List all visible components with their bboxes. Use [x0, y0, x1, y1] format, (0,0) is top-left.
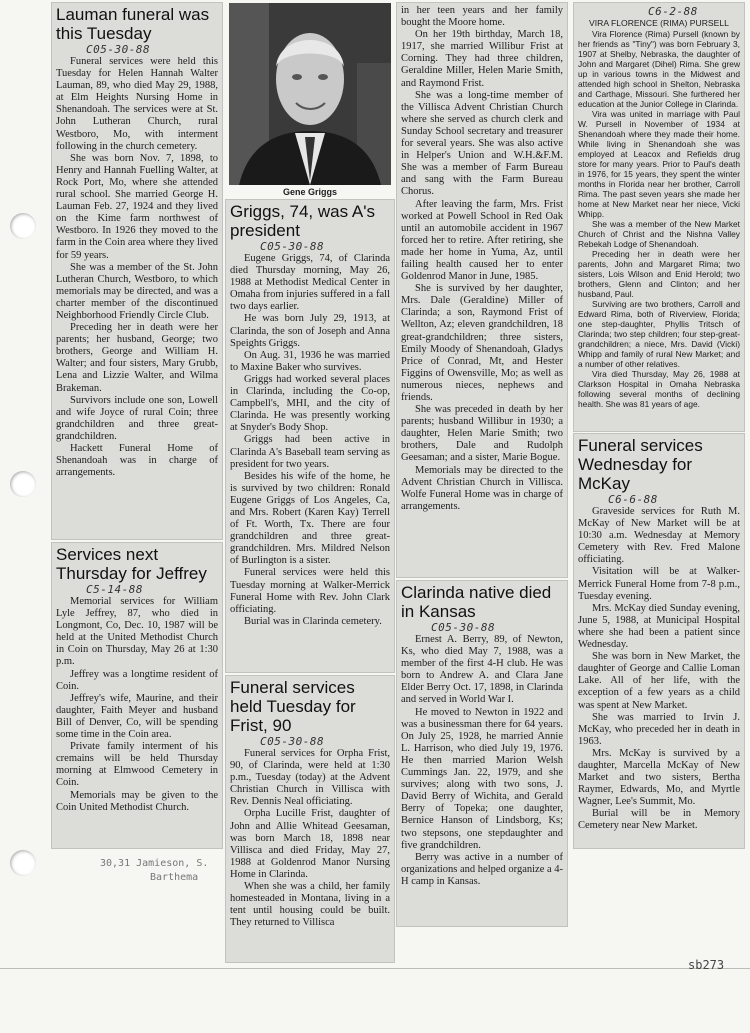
handwritten-date: C6-6-88	[608, 493, 658, 506]
paragraph: Surviving are two brothers, Carroll and Edward Rima, both of Riverview, Florida; one step-daughter, Phyllis Tritsch of Clarinda; two step children; four step-great-grandchildren; a niece, Mrs. David (Vicki) Whipp and family of rural New Market; and a number of other relatives.	[578, 299, 740, 369]
binder-hole	[10, 471, 36, 497]
paragraph: She was born in New Market, the daughter of George and Callie Loman Lake. All of her life, with the exception of a few years as a child was spent at New Market.	[578, 651, 740, 711]
paragraph: She was a long-time member of the Villisca Advent Christian Church where she served as church clerk and Sunday School secretary and treasurer for several years. She was also active in Helper's Union and W.H.&F.M. She was a member of Farm Bureau and sang with the Farm Bureau Chorus.	[401, 89, 563, 198]
clipping-frist	[226, 676, 394, 962]
paragraph: Memorials may be given to the Coin United Methodist Church.	[56, 789, 218, 813]
paragraph: After leaving the farm, Mrs. Frist worked at Powell School in Red Oak until an automobile accident in 1967 forced her to retire. After retiring, she made her home in Yuma, Az, until failing health caused her to enter Goldenrod Manor in June, 1985.	[401, 198, 563, 283]
handwritten-date: C05-30-88	[431, 621, 496, 634]
clipping-frist-continued	[397, 3, 567, 577]
article-body	[230, 253, 390, 628]
clipping-pursell	[574, 3, 744, 431]
portrait-image	[229, 3, 391, 185]
handwritten-date: C05-30-88	[260, 735, 325, 748]
clipping-berry	[397, 581, 567, 926]
clipping-mckay	[574, 434, 744, 848]
paragraph: Mrs. McKay is survived by a daughter, Marcella McKay of New Market and two sisters, Bertha Raymer, Edwards, Mo, and Myrtle Wagner, Lee's Summit, Mo.	[578, 747, 740, 808]
article-body	[230, 748, 390, 929]
page-edge-line	[0, 968, 750, 969]
paragraph: She was a member of the New Market Church of Christ and the Nishna Valley Rebekah Lodge of Shenandoah.	[578, 219, 740, 249]
paragraph: On her 19th birthday, March 18, 1917, she married Willibur Frist at Corning. They had three children, Geraldine Miller, Helen Marie Smith, and Raymond Frist.	[401, 29, 563, 89]
paragraph: She was preceded in death by her parents; husband Willibur in 1930; a daughter, Helen Marie Smith; two brothers, Dale and Rudolph Geesaman; and a sister, Marie Bogue.	[401, 404, 563, 464]
paragraph: She is survived by her daughter, Mrs. Dale (Geraldine) Miller of Clarinda; a son, Raymond Frist of Wellton, Az; eleven grandchildren, 18 great-grandchildren; three sisters, Emily Moody of Shenandoah, Gladys Price of Conrad, Mt, and Hester Figgins of Owensville, Mo; as well as numerous nieces, nephews and friends.	[401, 283, 563, 403]
headline: Clarinda native died in Kansas	[401, 583, 552, 621]
binder-hole	[10, 850, 36, 876]
headline: Griggs, 74, was A's president	[230, 202, 375, 240]
handwritten-date: C5-14-88	[86, 583, 143, 596]
paragraph: Eugene Griggs, 74, of Clarinda died Thursday morning, May 26, 1988 at Methodist Medical Center in Omaha from injuries suffered in a fall two days earlier.	[230, 253, 390, 313]
headline: Lauman funeral was this Tuesday	[56, 5, 210, 43]
paragraph: Besides his wife of the home, he is survived by two children: Ronald Eugene Griggs of Los Angeles, Ca, and Mrs. Robert (Karen Kay) Terrell of Ft. Worth, Tx. There are four grandchildren and three great-grandchildren. Mrs. Mildred Nelson of Burlington is a sister.	[230, 470, 390, 567]
paragraph: Preceding her in death were her parents; her husband, George; two brothers, George and William H. Walter; and four sisters, Mary Grubb, Lena and Lizzie Walter, and Wilma Brakeman.	[56, 322, 218, 394]
paragraph: Vira Florence (Rima) Pursell (known by her friends as "Tiny") was born February 3, 1907 at Shelby, Nebraska, the daughter of John and Margaret (Dihel) Rima. She grew up in various towns in the Midwest and attended high school in Shelton, Nebraska and Carthage, Missouri. She furthered her education at the Junior College in Clarinda.	[578, 29, 740, 109]
paragraph: Berry was active in a number of organizations and helped organize a 4-H camp in Kansas.	[401, 851, 564, 887]
handwritten-date: C05-30-88	[86, 43, 151, 56]
binder-hole	[10, 213, 36, 239]
headline: Services next Thursday for Jeffrey	[56, 545, 207, 583]
pencil-note: 30,31 Jamieson, S.	[100, 858, 209, 869]
article-body	[56, 596, 218, 814]
paragraph: in her teen years and her family bought the Moore home.	[401, 5, 563, 29]
paragraph: Graveside services for Ruth M. McKay of New Market will be at 10:30 a.m. Wednesday at Memory Cemetery with Rev. Fred Malone officiating.	[578, 506, 740, 566]
paragraph: Jeffrey was a longtime resident of Coin.	[56, 668, 218, 692]
paragraph: Burial was in Clarinda cemetery.	[244, 615, 382, 627]
handwritten-date: C05-30-88	[260, 240, 325, 253]
paragraph: She was married to Irvin J. McKay, who preceded her in death in 1963.	[578, 711, 740, 747]
paragraph: Private family interment of his cremains will be held Thursday morning at Elmwood Cemetery in Coin.	[56, 741, 218, 789]
clipping-lauman	[52, 3, 222, 539]
paragraph: Memorial services for William Lyle Jeffrey, 87, who died in Longmont, Co, Dec. 10, 1987 will be held at the United Methodist Church in Coin on Thursday, May 26 at 1:30 p.m.	[56, 596, 218, 668]
paragraph: Funeral services for Orpha Frist, 90, of Clarinda, were held at 1:30 p.m., Tuesday (today) at the Advent Christian Church in Villisca with Rev. Dennis Neal officiating.	[230, 748, 390, 808]
paragraph: Mrs. McKay died Sunday evening, June 5, 1988, at Municipal Hospital where she had been a patient since Wednesday.	[578, 602, 740, 651]
pencil-note: Barthema	[150, 872, 199, 883]
headline: Funeral services held Tuesday for Frist, 90	[230, 678, 356, 735]
handwritten-date: C6-2-88	[648, 5, 698, 18]
paragraph: Griggs had been active in Clarinda A's Baseball team serving as president for two years.	[230, 434, 390, 470]
paragraph: When she was a child, her family homesteaded in Montana, living in a tent until housing could be built. They returned to Villisca	[230, 881, 390, 929]
paragraph: Visitation will be at Walker-Merrick Funeral Home from 7-8 p.m., Tuesday evening.	[578, 566, 740, 602]
paragraph: Funeral services were held this Tuesday for Helen Hannah Walter Lauman, 89, who died May 29, 1988, at Elm Heights Nursing Home in Shenandoah. The services were at St. John Lutheran Church, rural Westboro, Mo, with interment following in the church cemetery.	[56, 56, 218, 152]
paragraph: Memorials may be directed to the Advent Christian Church in Villisca. Wolfe Funeral Home was in charge of arrangements.	[401, 464, 563, 512]
clipping-griggs	[226, 200, 394, 672]
paragraph: Vira was united in marriage with Paul W. Pursell in November of 1934 at Shenandoah where they made their home. While living in Shenandoah she was employed at Leacox and Refields drug store for many years. Prior to Paul's death in 1976, for 15 years, they spent the winter months in Florida near her brother, Carroll Rima. The past seven years she made her home at New Market near her niece, Vicki Whipp.	[578, 109, 740, 219]
griggs-photo	[229, 3, 391, 185]
article-body	[401, 634, 563, 888]
article-body	[578, 506, 740, 833]
paragraph: Funeral services were held this Tuesday morning at Walker-Merrick Funeral Home with Rev. John Clark officiating.	[230, 567, 390, 615]
paragraph: Preceding her in death were her parents, John and Margaret Rima; two sisters, Lois Wilson and Enid Herold; two brothers, Glenn and Clinton; and her husband, Paul.	[578, 249, 740, 299]
paragraph: He was born July 29, 1913, at Clarinda, the son of Joseph and Anna Speights Griggs.	[230, 313, 390, 349]
paragraph: Vira died Thursday, May 26, 1988 at Clarkson Hospital in Omaha Nebraska following several months of declining health. She was 81 years of age.	[578, 369, 740, 409]
paragraph: Jeffrey's wife, Maurine, and their daughter, Faith Meyer and husband Bill of Denver, Co, will be spending some time in the Coin area.	[56, 692, 218, 741]
paragraph: On Aug. 31, 1936 he was married to Maxine Baker who survives.	[230, 349, 390, 373]
paragraph: He moved to Newton in 1922 and was a businessman there for 64 years. On July 25, 1928, he married Annie L. Harrison, who died July 19, 1976. He then married Marion Welsh Cummings Jan. 22, 1979, and she survives; along with two sons, J. David Berry of Wichita, and Gerald Berry of Topeka; one daughter, Bernice Hanson of Lindsborg, Ks; two stepsons, one stepdaughter and five grandchildren.	[401, 706, 563, 851]
paragraph: Hackett Funeral Home of Shenandoah was in charge of arrangements.	[56, 443, 218, 479]
paragraph: Ernest A. Berry, 89, of Newton, Ks, who died May 7, 1988, was a member of the first 4-H club. He was born to Andrew A. and Clara Jane Elder Berry Oct. 17, 1898, in Clarinda and served in World War I.	[401, 634, 563, 706]
headline: Funeral services Wednesday for McKay	[578, 436, 703, 493]
paragraph: Burial will be in Memory Cemetery near New Market.	[578, 808, 740, 832]
photo-caption: Gene Griggs	[282, 187, 337, 197]
paragraph: Orpha Lucille Frist, daughter of John and Allie Whitead Geesaman, was born March 18, 1898 near Villisca and died Friday, May 27, 1988 at Goldenrod Manor Nursing Home in Clarinda.	[230, 808, 390, 880]
paragraph: She was born Nov. 7, 1898, to Henry and Hannah Fuelling Walter, at Rock Port, Mo, where she attended rural school. She married George H. Lauman Feb. 27, 1924 and they lived on the Kime farm northwest of Westboro. In 1926 they moved to the farm in the Coin area where they lived for 59 years.	[56, 152, 218, 261]
paragraph: Griggs had worked several places in Clarinda, including the Co-op, Campbell's, MHI, and the city of Clarinda. He was presently working at Snyder's Body Shop.	[230, 373, 390, 434]
article-body	[401, 5, 563, 513]
paragraph: Survivors include one son, Lowell and wife Joyce of rural Coin; three grandchildren and three great-grandchildren.	[56, 394, 218, 442]
clipping-jeffrey	[52, 543, 222, 848]
paragraph: She was a member of the St. John Lutheran Church, Westboro, to which memorials may be directed, and was a charter member of the discontinued Neighborhood Friendly Circle Club.	[56, 261, 218, 321]
page-number: sb273	[688, 958, 725, 972]
headline: VIRA FLORENCE (RIMA) PURSELL	[589, 18, 729, 28]
article-body	[578, 29, 740, 409]
article-body	[56, 56, 218, 479]
